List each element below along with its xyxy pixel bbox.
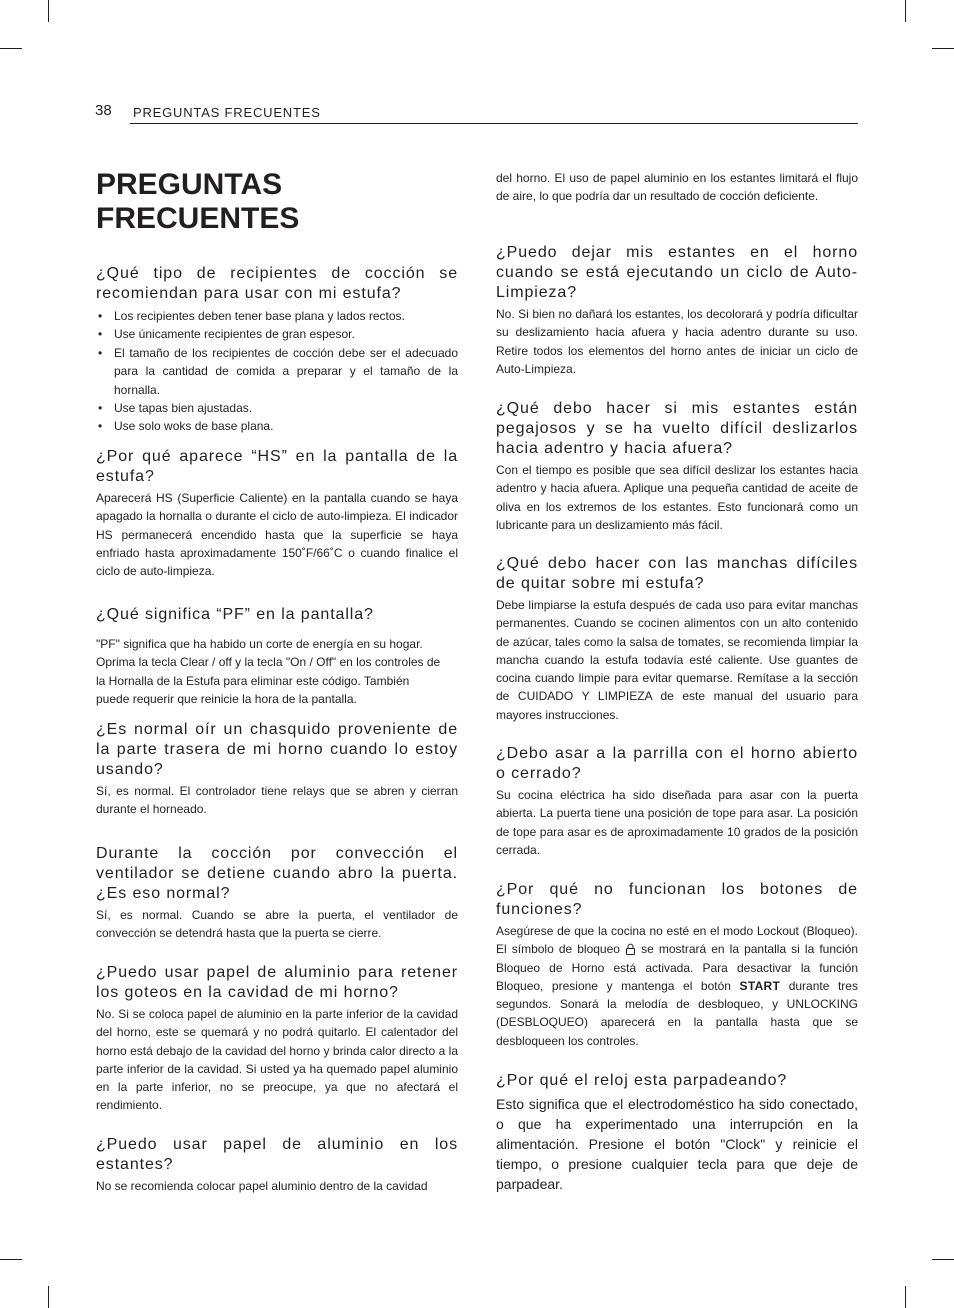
faq-answer: Sí, es normal. El controlador tiene relays que se abren y cierran durante el horneado. — [96, 784, 458, 817]
faq-question: ¿Puedo dejar mis estantes en el horno cuando se está ejecutando un ciclo de Auto-Limpieza? — [496, 244, 858, 301]
faq-item-hs-display — [96, 447, 458, 580]
faq-item-convection-fan — [96, 844, 458, 943]
page-title — [96, 168, 299, 236]
start-button-label: START — [739, 978, 781, 993]
page-title-line-1: PREGUNTAS — [96, 168, 283, 201]
faq-item-racks-self-clean — [496, 243, 858, 378]
crop-mark-bottom-right-horizontal — [932, 1259, 954, 1260]
faq-answer: "PF" significa que ha habido un corte de energía en su hogar. Oprima la tecla Clear / off y la tecla "On / Off" en los controles de la Hornalla de la Estufa para eliminar este código. También puede requerir que reinicie la hora de la pantalla. — [96, 637, 441, 706]
faq-item-blinking-clock — [496, 1071, 858, 1194]
faq-question: ¿Por qué el reloj esta parpadeando? — [496, 1072, 788, 1089]
bullet-item: • Los recipientes deben tener base plana y lados rectos. — [96, 307, 458, 325]
faq-item-foil-racks-continued — [496, 169, 858, 206]
bullet-item: • Use tapas bien ajustadas. — [96, 399, 458, 417]
crop-mark-top-left-vertical — [48, 0, 49, 22]
crop-mark-top-right-horizontal — [932, 48, 954, 49]
faq-item-foil-oven-bottom — [96, 963, 458, 1115]
faq-item-broil-door — [496, 744, 858, 859]
crop-mark-bottom-right-vertical — [905, 1286, 906, 1308]
faq-answer: No. Si se coloca papel de aluminio en la parte inferior de la cavidad del horno, este se quemará y no podrá quitarlo. El calentador del horno está debajo de la cavidad del horno y brinda calor directo a la parte inferior de la cavidad. Si usted ya ha quemado papel aluminio en la parte inferior, no se preocupe, ya que no afectará el rendimiento. — [96, 1007, 458, 1113]
faq-question: ¿Qué significa “PF” en la pantalla? — [96, 606, 374, 623]
faq-answer: Su cocina eléctrica ha sido diseñada para asar con la puerta abierta. La puerta tiene una posición de tope para asar. La posición de tope para asar es de aproximadamente 10 grados de la posición cerrada. — [496, 788, 858, 857]
faq-question: ¿Por qué no funcionan los botones de funciones? — [496, 881, 858, 918]
faq-item-sticky-racks — [496, 399, 858, 534]
faq-answer: Con el tiempo es posible que sea difícil deslizar los estantes hacia adentro y hacia afuera. Aplique una pequeña cantidad de aceite de oliva en los extremos de los estantes. Esto funcionará como un lubricante para un deslizamiento más fácil. — [496, 463, 858, 532]
crop-mark-top-right-vertical — [905, 0, 906, 22]
page-number: 38 — [95, 102, 112, 119]
faq-answer: Sí, es normal. Cuando se abre la puerta, el ventilador de convección se detendrá hasta que la puerta se cierre. — [96, 908, 458, 941]
faq-item-tough-stains — [496, 554, 858, 724]
faq-answer: Esto significa que el electrodoméstico ha sido conectado, o que ha experimentado una interrupción en la alimentación. Presione el botón "Clock" y reinicie el tiempo, o presione cualquier tecla para que deje de parpadear. — [496, 1096, 858, 1192]
bullet-list — [96, 307, 458, 436]
faq-question: ¿Puedo usar papel de aluminio en los estantes? — [96, 1136, 458, 1173]
faq-item-clicking-noise — [96, 720, 458, 819]
header-rule — [130, 123, 858, 124]
faq-question: ¿Debo asar a la parrilla con el horno abierto o cerrado? — [496, 745, 858, 782]
faq-answer-continued: del horno. El uso de papel aluminio en los estantes limitará el flujo de aire, lo que podría dar un resultado de cocción deficiente. — [496, 171, 858, 204]
faq-item-cookware — [96, 264, 458, 436]
crop-mark-bottom-left-horizontal — [0, 1259, 22, 1260]
faq-question: ¿Por qué aparece “HS” en la pantalla de la estufa? — [96, 448, 458, 485]
faq-answer: Debe limpiarse la estufa después de cada uso para evitar manchas permanentes. Cuando se cocinen alimentos con un alto contenido de azúcar, tales como la salsa de tomates, se recomienda limpiar la mancha cuando la estufa todavía esté caliente. Use guantes de cocina cuando limpie para evitar quemarse. Remítase a la sección de CUIDADO Y LIMPIEZA de este manual del usuario para mayores instrucciones. — [496, 598, 858, 722]
running-header-title: PREGUNTAS FRECUENTES — [133, 105, 321, 120]
page-title-line-2: FRECUENTES — [96, 202, 300, 235]
faq-answer: No se recomienda colocar papel aluminio dentro de la cavidad — [96, 1179, 428, 1193]
faq-answer-text: durante tres segundos. Sonará la melodía de desbloqueo, y UNLOCKING (DESBLOQUEO) aparecerá en la pantalla hasta que se desbloqueen los controles. — [496, 978, 858, 1048]
faq-answer: Aparecerá HS (Superficie Caliente) en la pantalla cuando se haya apagado la hornalla o durante el ciclo de auto-limpieza. El indicador HS permanecerá encendido hasta que la superficie se haya enfriado hasta aproximadamente 150˚F/66˚C o cuando finalice el ciclo de auto-limpieza. — [96, 491, 458, 579]
faq-question: Durante la cocción por convección el ventilador se detiene cuando abro la puerta. ¿Es eso normal? — [96, 845, 458, 902]
faq-question: ¿Es normal oír un chasquido proveniente de la parte trasera de mi horno cuando lo estoy usando? — [96, 721, 458, 778]
faq-question: ¿Qué debo hacer si mis estantes están pegajosos y se ha vuelto difícil deslizarlos hacia adentro y hacia afuera? — [496, 400, 858, 457]
lock-icon — [625, 942, 636, 954]
faq-answer-text: Asegúrese de que la cocina no esté en el modo Lockout (Bloqueo). El símbolo de bloqueo — [496, 924, 858, 957]
faq-item-foil-racks — [96, 1135, 458, 1195]
faq-answer-text: se mostrará en la pantalla si la función Bloqueo de Horno está activada. Para desactivar la función Bloqueo, presione y mantenga el botón — [496, 942, 859, 993]
bullet-item: • Use solo woks de base plana. — [96, 417, 458, 435]
faq-answer — [496, 922, 858, 1050]
faq-item-pf-display — [96, 605, 458, 708]
bullet-item: • Use únicamente recipientes de gran espesor. — [96, 325, 458, 343]
faq-question: ¿Puedo usar papel de aluminio para retener los goteos en la cavidad de mi horno? — [96, 964, 458, 1001]
crop-mark-top-left-horizontal — [0, 48, 22, 49]
crop-mark-bottom-left-vertical — [48, 1286, 49, 1308]
faq-item-function-buttons — [496, 880, 858, 1050]
bullet-item: • El tamaño de los recipientes de cocción debe ser el adecuado para la cantidad de comida a preparar y el tamaño de la hornalla. — [96, 344, 458, 399]
faq-answer: No. Si bien no dañará los estantes, los decolorará y podría dificultar su deslizamiento hacia afuera y hacia adentro durante su uso. Retire todos los elementos del horno antes de iniciar un ciclo de Auto-Limpieza. — [496, 307, 858, 376]
faq-question: ¿Qué tipo de recipientes de cocción se recomiendan para usar con mi estufa? — [96, 265, 458, 302]
faq-question: ¿Qué debo hacer con las manchas difíciles de quitar sobre mi estufa? — [496, 555, 858, 592]
